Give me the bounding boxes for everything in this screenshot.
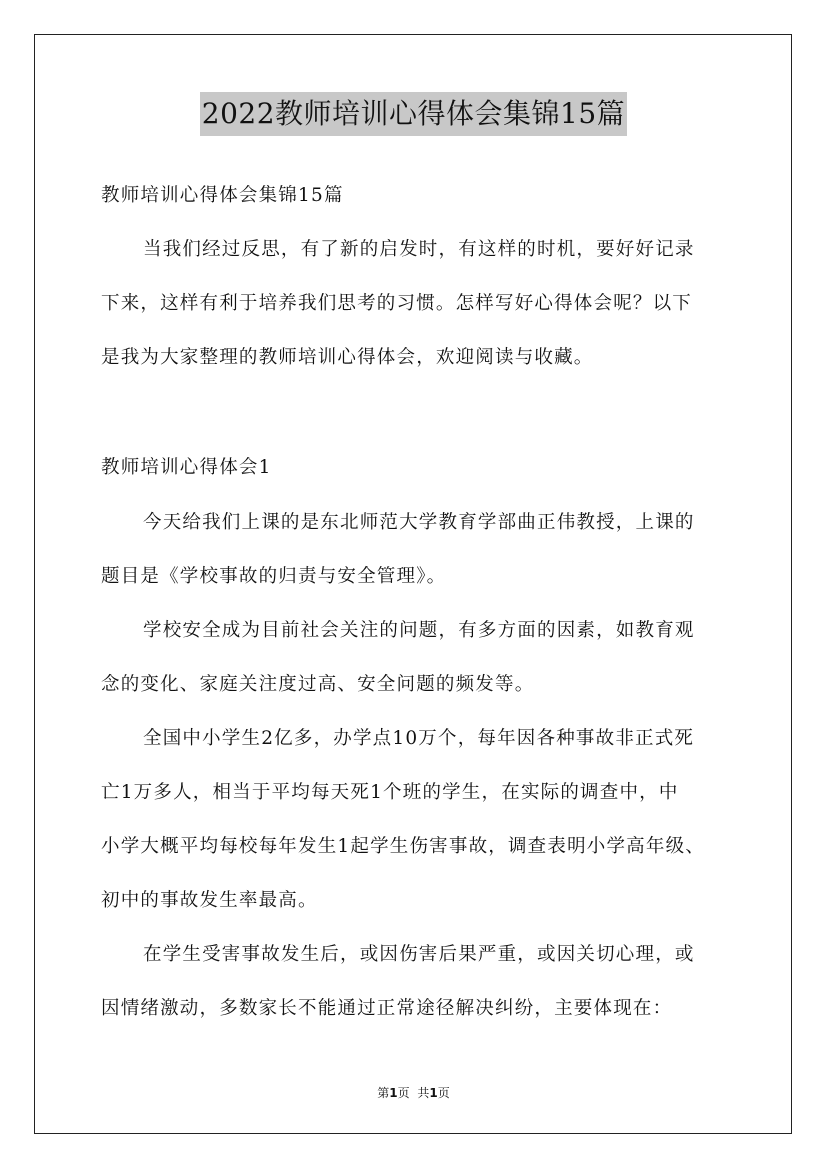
intro-line-3: 是我为大家整理的教师培训心得体会，欢迎阅读与收藏。 <box>101 347 594 368</box>
body-line-9: 在学生受害事故发生后，或因伤害后果严重，或因关切心理，或 <box>143 944 695 965</box>
intro-line-1: 当我们经过反思，有了新的启发时，有这样的时机，要好好记录 <box>143 239 695 260</box>
intro-line-2: 下来，这样有利于培养我们思考的习惯。怎样写好心得体会呢？以下 <box>101 293 693 314</box>
body-line-10: 因情绪激动，多数家长不能通过正常途径解决纠纷，主要体现在： <box>101 998 673 1019</box>
footer-total-pages: 1 <box>429 1086 438 1100</box>
document-title: 2022教师培训心得体会集锦15篇 <box>200 92 627 136</box>
footer-page-number: 1 <box>389 1086 398 1100</box>
body-line-1: 今天给我们上课的是东北师范大学教育学部曲正伟教授，上课的 <box>143 512 695 533</box>
body-line-4: 念的变化、家庭关注度过高、安全问题的频发等。 <box>101 674 535 695</box>
body-line-7: 小学大概平均每校每年发生1起学生伤害事故，调查表明小学高年级、 <box>101 836 705 857</box>
body-line-3: 学校安全成为目前社会关注的问题，有多方面的因素，如教育观 <box>143 620 695 641</box>
footer-page-prefix: 第 <box>377 1086 390 1100</box>
body-line-5: 全国中小学生2亿多，办学点10万个，每年因各种事故非正式死 <box>143 728 695 749</box>
document-subtitle: 教师培训心得体会集锦15篇 <box>101 185 344 206</box>
body-line-8: 初中的事故发生率最高。 <box>101 890 318 911</box>
footer-page-suffix: 页 <box>397 1086 410 1100</box>
page-footer <box>0 1084 827 1101</box>
section-heading: 教师培训心得体会1 <box>101 457 272 478</box>
footer-total-prefix: 共 <box>417 1086 430 1100</box>
title-container <box>0 92 827 136</box>
footer-total-suffix: 页 <box>437 1086 450 1100</box>
body-line-2: 题目是《学校事故的归责与安全管理》。 <box>101 566 447 587</box>
body-line-6: 亡1万多人，相当于平均每天死1个班的学生，在实际的调查中，中 <box>101 782 679 803</box>
